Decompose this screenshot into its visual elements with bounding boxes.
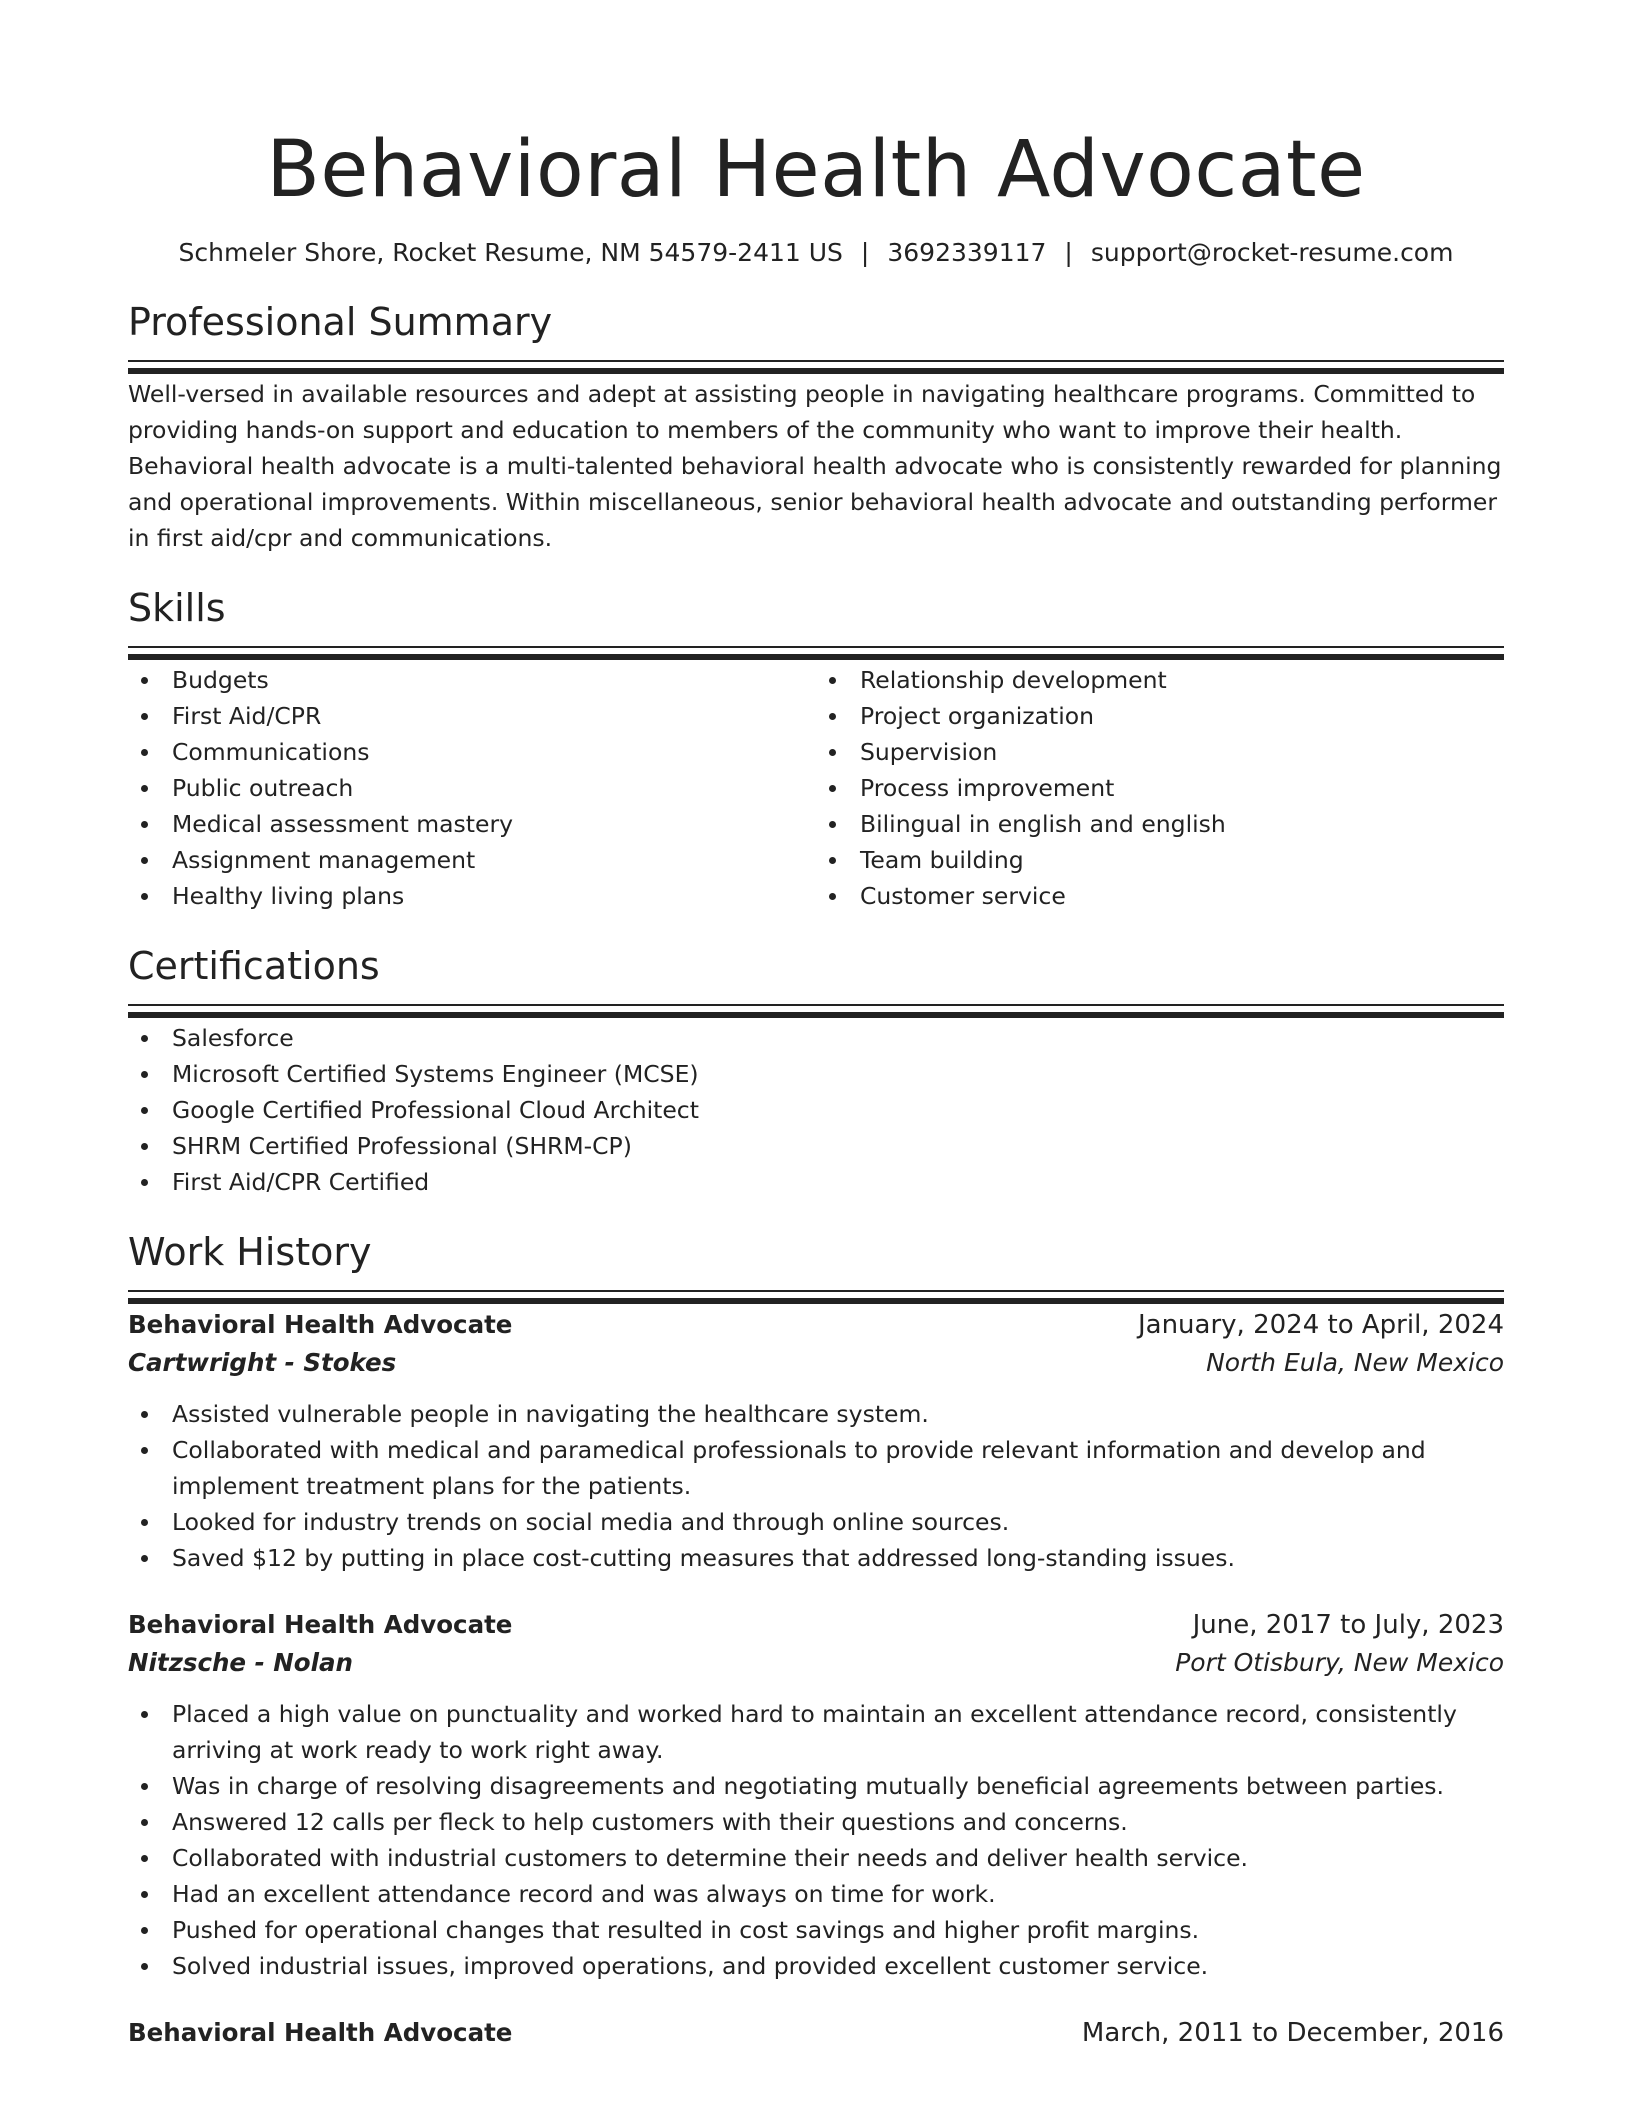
job-header (128, 2014, 1504, 2052)
job-duty: Answered 12 calls per fleck to help customers with their questions and concerns. (128, 1804, 1504, 1840)
job-dates: June, 2017 to July, 2023 (1192, 1610, 1504, 1640)
skill-item: Public outreach (128, 770, 816, 806)
summary-text: Well-versed in available resources and adept at assisting people in navigating healthcare programs. Committed to providing hands-on support and education to members of the community who want to improve their health. Behavioral health advocate is a multi-talented behavioral health advocate who is consistently rewarded for planning and operational improvements. Within miscellaneous, senior behavioral health advocate and outstanding performer in first aid/cpr and communications. (128, 380, 1502, 552)
resume-page (128, 0, 1504, 2052)
section-title-work-history: Work History (128, 1230, 372, 1274)
certification-item: SHRM Certified Professional (SHRM-CP) (128, 1128, 1504, 1164)
skills-section (128, 584, 1504, 914)
job-company: Cartwright - Stokes (128, 1348, 397, 1377)
job-duty: Assisted vulnerable people in navigating the healthcare system. (128, 1396, 1504, 1432)
candidate-name: Behavioral Health Advocate (266, 125, 1366, 215)
job-header (128, 1606, 1504, 1644)
certification-item: Salesforce (128, 1020, 1504, 1056)
skill-item: Communications (128, 734, 816, 770)
job-dates: March, 2011 to December, 2016 (1081, 2018, 1504, 2048)
job-duty: Saved $12 by putting in place cost-cutting measures that addressed long-standing issues. (128, 1540, 1504, 1576)
skills-list-left (128, 662, 816, 914)
section-title-certifications: Certifications (128, 944, 380, 988)
section-title-summary: Professional Summary (128, 300, 553, 344)
job-header (128, 1306, 1504, 1344)
summary-section (128, 298, 1504, 556)
skill-item: Team building (816, 842, 1504, 878)
work-history-section (128, 1228, 1504, 2052)
skill-item: Assignment management (128, 842, 816, 878)
job-subheader (128, 1644, 1504, 1682)
contact-email[interactable]: support@rocket-resume.com (1090, 238, 1454, 267)
skill-item: Project organization (816, 698, 1504, 734)
job-duty: Collaborated with industrial customers to determine their needs and deliver health service. (128, 1840, 1504, 1876)
contact-separator: | (1064, 238, 1073, 267)
job-entry (128, 1606, 1504, 1984)
skill-item: Relationship development (816, 662, 1504, 698)
contact-address: Schmeler Shore, Rocket Resume, NM 54579-2411 US (178, 238, 843, 267)
job-title: Behavioral Health Advocate (128, 2018, 513, 2047)
contact-separator: | (860, 238, 870, 267)
certification-item: Microsoft Certified Systems Engineer (MCSE) (128, 1056, 1504, 1092)
job-duty: Pushed for operational changes that resulted in cost savings and higher profit margins. (128, 1912, 1504, 1948)
job-entry (128, 2014, 1504, 2052)
job-entry (128, 1306, 1504, 1576)
job-subheader (128, 1344, 1504, 1382)
job-duty: Placed a high value on punctuality and worked hard to maintain an excellent attendance record, consistently arriving at work ready to work right away. (128, 1696, 1504, 1768)
job-duty: Looked for industry trends on social media and through online sources. (128, 1504, 1504, 1540)
skill-item: Supervision (816, 734, 1504, 770)
resume-header (128, 122, 1504, 270)
certifications-section (128, 942, 1504, 1200)
certification-item: Google Certified Professional Cloud Architect (128, 1092, 1504, 1128)
skill-item: First Aid/CPR (128, 698, 816, 734)
job-title: Behavioral Health Advocate (128, 1610, 513, 1639)
skill-item: Healthy living plans (128, 878, 816, 914)
contact-line (128, 236, 1504, 270)
skill-item: Medical assessment mastery (128, 806, 816, 842)
skill-item: Customer service (816, 878, 1504, 914)
job-dates: January, 2024 to April, 2024 (1137, 1310, 1504, 1340)
skill-item: Bilingual in english and english (816, 806, 1504, 842)
section-divider (128, 1290, 1504, 1292)
job-location: North Eula, New Mexico (1206, 1348, 1504, 1377)
job-company: Nitzsche - Nolan (128, 1648, 353, 1677)
job-location: Port Otisbury, New Mexico (1175, 1648, 1504, 1677)
job-duties (128, 1696, 1504, 1984)
section-divider (128, 1004, 1504, 1006)
contact-phone: 3692339117 (887, 238, 1047, 267)
section-divider (128, 646, 1504, 648)
certifications-list (128, 1020, 1504, 1200)
certification-item: First Aid/CPR Certified (128, 1164, 1504, 1200)
job-duty: Collaborated with medical and paramedical professionals to provide relevant information and develop and implement treatment plans for the patients. (128, 1432, 1504, 1504)
section-divider (128, 360, 1504, 362)
job-duty: Was in charge of resolving disagreements and negotiating mutually beneficial agreements between parties. (128, 1768, 1504, 1804)
job-duties (128, 1396, 1504, 1576)
skill-item: Budgets (128, 662, 816, 698)
job-duty: Solved industrial issues, improved operations, and provided excellent customer service. (128, 1948, 1504, 1984)
section-title-skills: Skills (128, 586, 226, 630)
job-title: Behavioral Health Advocate (128, 1310, 513, 1339)
skills-list-right (816, 662, 1504, 914)
skills-grid (128, 662, 1504, 914)
job-duty: Had an excellent attendance record and was always on time for work. (128, 1876, 1504, 1912)
skill-item: Process improvement (816, 770, 1504, 806)
